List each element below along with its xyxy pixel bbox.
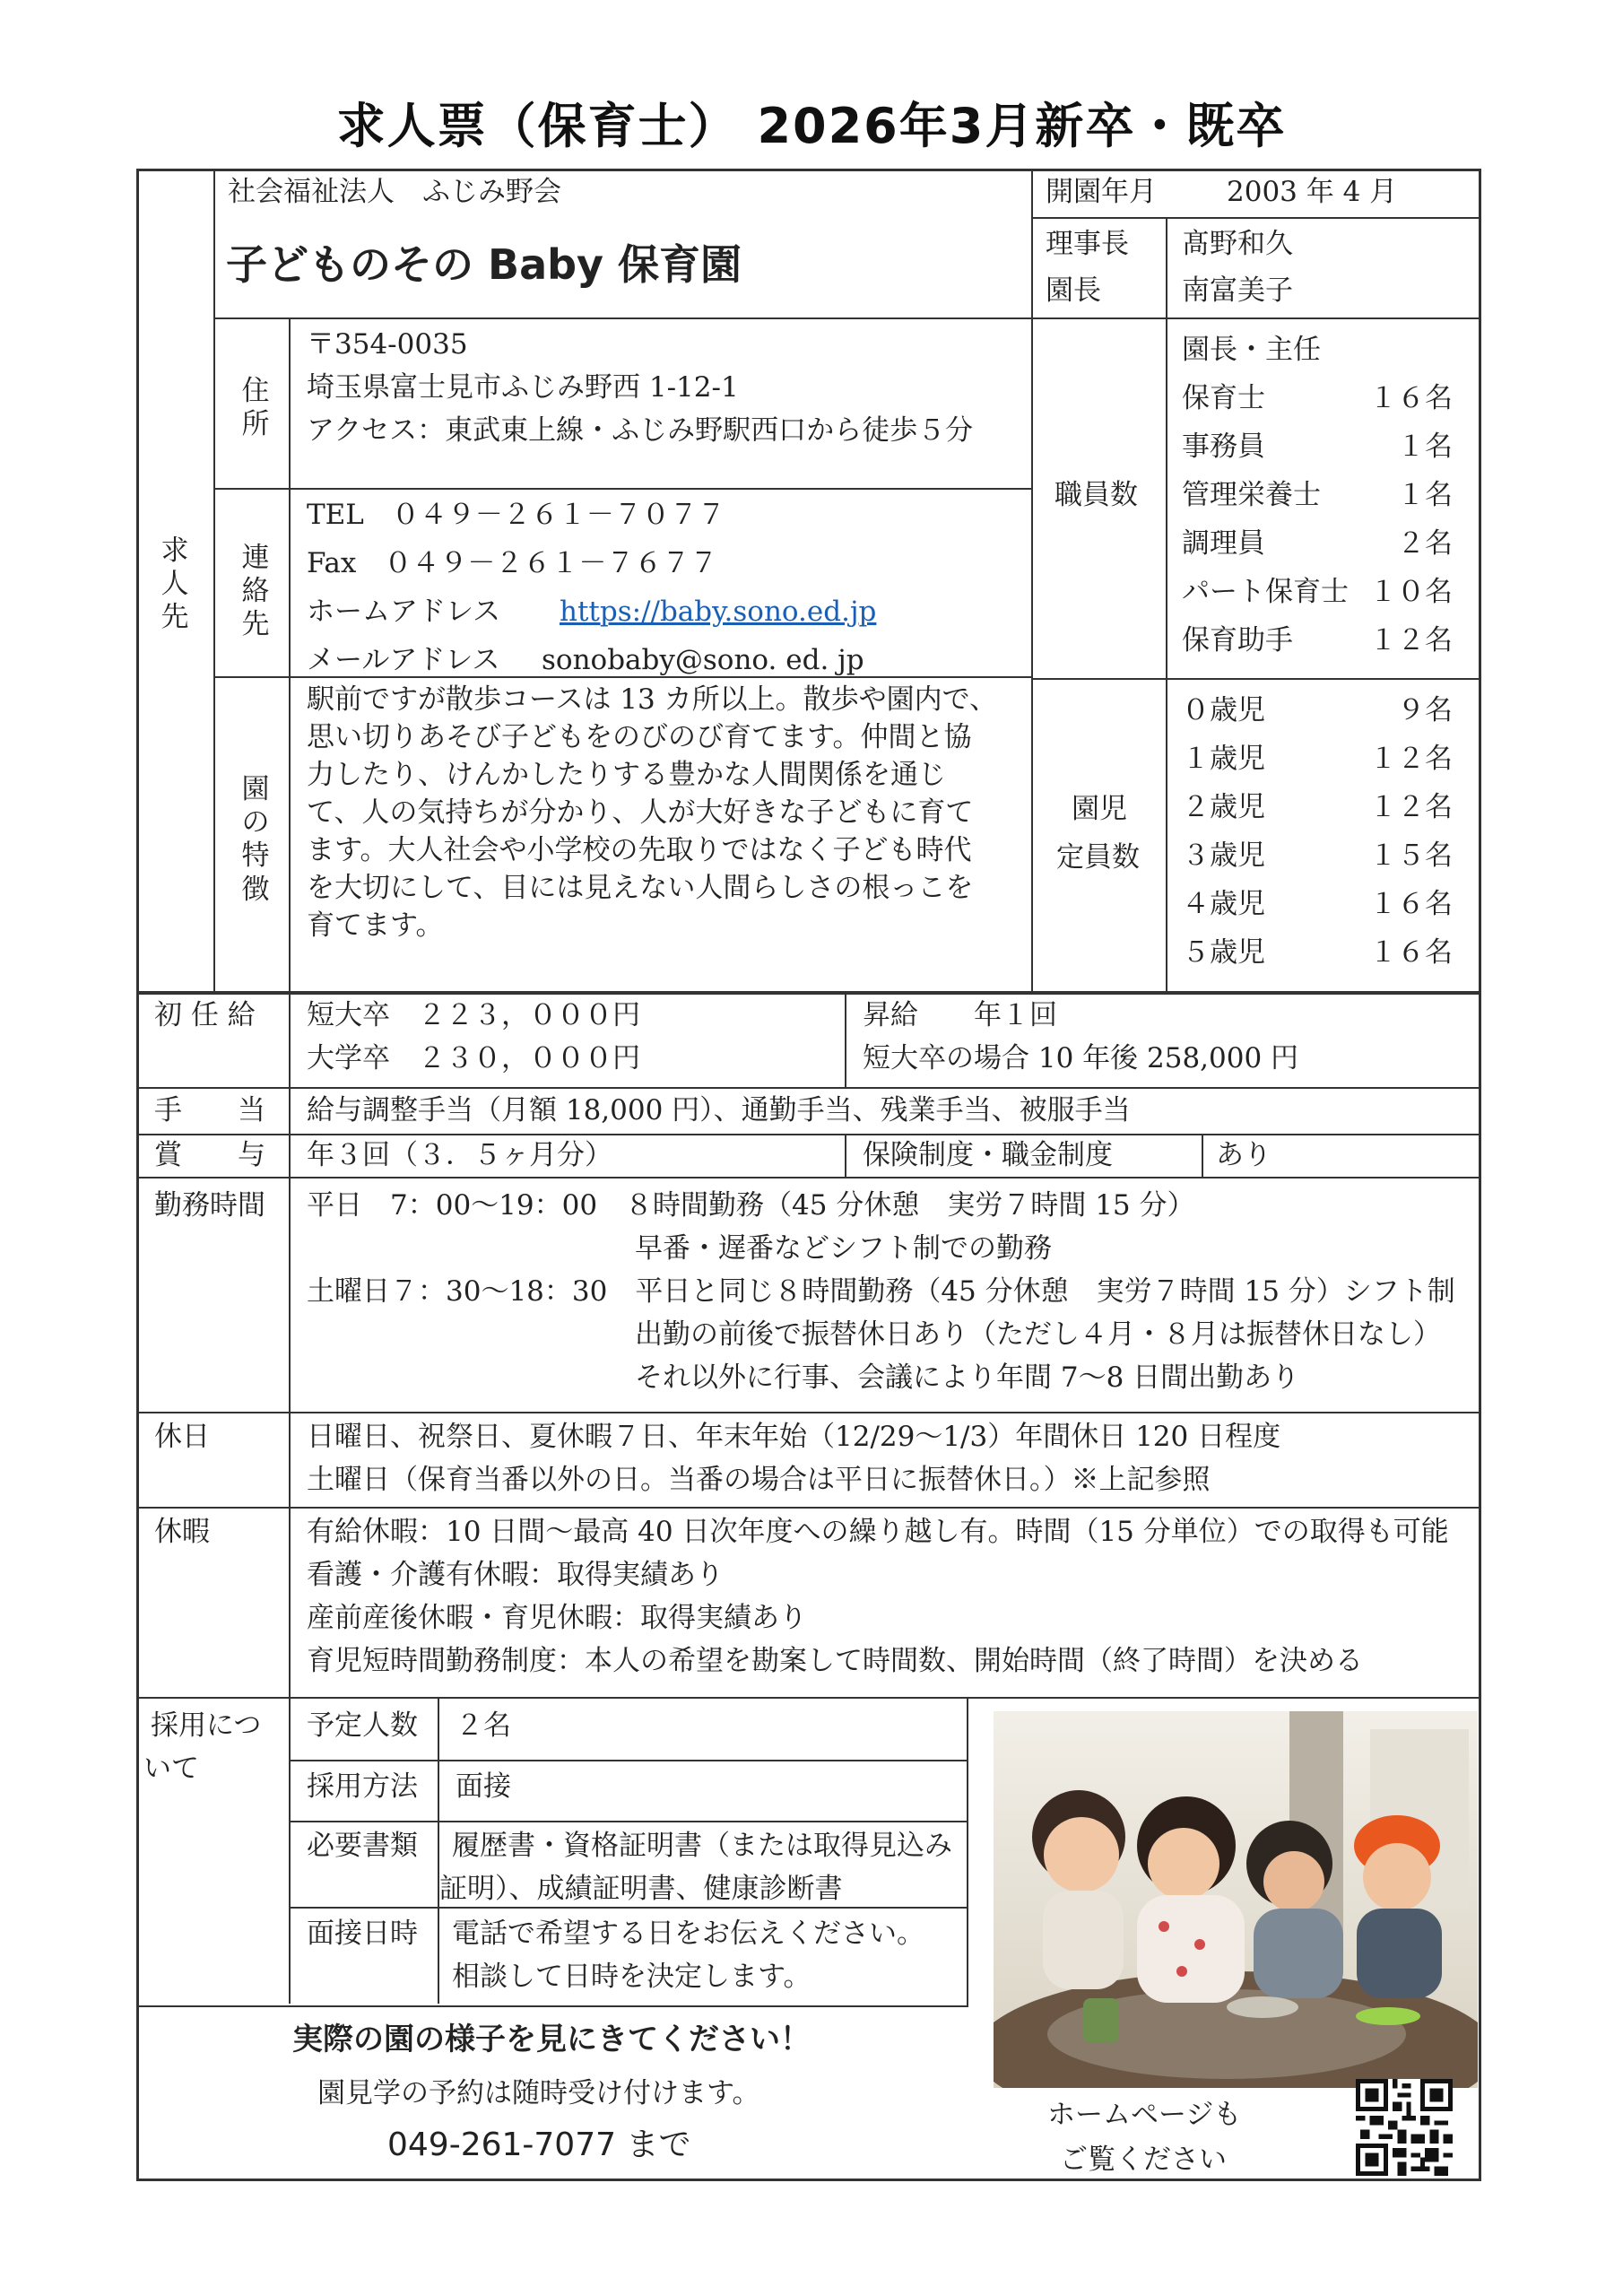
raise-example: 短大卒の場合 10 年後 258,000 円: [863, 1042, 1299, 1074]
docs-line: 履歴書・資格証明書（または取得見込み: [452, 1830, 952, 1862]
qr-code-icon[interactable]: [1356, 2079, 1453, 2176]
org-type: 社会福祉法人 ふじみ野会: [228, 176, 561, 208]
capacity-count: １６名: [1369, 936, 1453, 969]
contact-label: 連絡先: [241, 542, 270, 641]
bonus-label: 賞 与: [154, 1139, 265, 1171]
address-line: 埼玉県富士見市ふじみ野西 1-12-1: [307, 371, 739, 404]
docs-line: 証明）、成績証明書、健康診断書: [439, 1873, 843, 1905]
tel-number: TEL ０４９－２６１－７０７７: [307, 499, 725, 531]
homepage-note-line: ホームページも: [1047, 2099, 1242, 2131]
staff-count: １名: [1397, 479, 1453, 511]
children-playing-photo: [994, 1711, 1478, 2088]
hours-line: 早番・遅番などシフト制での勤務: [635, 1232, 1052, 1265]
visit-sub: 園見学の予約は随時受け付けます。: [317, 2077, 760, 2109]
capacity-count: １６名: [1369, 888, 1453, 920]
org-name: 子どものその Baby 保育園: [226, 240, 742, 289]
feature-line: 力したり、けんかしたりする豊かな人間関係を通じ: [307, 759, 946, 791]
feature-line: 駅前ですが散歩コースは 13 カ所以上。散歩や園内で、: [307, 683, 997, 716]
capacity-label-2: 定員数: [1056, 841, 1140, 874]
staff-role: 調理員: [1182, 527, 1265, 560]
interview-line: 相談して日時を決定します。: [452, 1961, 812, 1993]
staff-count: １０名: [1369, 576, 1453, 608]
address-label: 住所: [241, 375, 270, 441]
hours-line: 出勤の前後で振替休日あり（ただし４月・８月は振替休日なし）: [635, 1318, 1441, 1351]
hiring-label-2: いて: [143, 1752, 199, 1785]
insurance-value: あり: [1216, 1139, 1271, 1171]
staff-role: 管理栄養士: [1182, 479, 1321, 511]
staff-role: 保育士: [1182, 382, 1265, 414]
salary-junior: 短大卒 ２２３，０００円: [307, 999, 640, 1031]
capacity-age: １歳児: [1182, 743, 1265, 775]
leave-line: 有給休暇：10 日間～最高 40 日次年度への繰り越し有。時間（15 分単位）での取得も可能: [307, 1516, 1449, 1548]
founded-value: 2003 年 4 月: [1227, 176, 1398, 208]
feature-line: て、人の気持ちが分かり、人が大好きな子どもに育て: [307, 796, 974, 829]
planned-value: ２名: [456, 1709, 511, 1742]
staff-count: １２名: [1369, 624, 1453, 657]
capacity-age: ５歳児: [1182, 936, 1265, 969]
homepage-link[interactable]: https://baby.sono.ed.jp: [560, 596, 877, 628]
leave-line: 産前産後休暇・育児休暇：取得実績あり: [307, 1602, 807, 1634]
capacity-label-1: 園児: [1072, 793, 1127, 825]
chairman-label: 理事長: [1046, 228, 1129, 260]
staff-role: パート保育士: [1182, 576, 1349, 608]
staff-role: 保育助手: [1182, 624, 1293, 657]
staff-count: ２名: [1397, 527, 1453, 560]
director-label: 園長: [1046, 274, 1101, 307]
docs-label: 必要書類: [307, 1830, 418, 1862]
leave-line: 育児短時間勤務制度：本人の希望を勘案して時間数、開始時間（終了時間）を決める: [307, 1645, 1363, 1677]
page-title: 求人票（保育士） 2026年3月新卒・既卒: [336, 98, 1287, 154]
mail-label: メールアドレス: [307, 644, 500, 676]
allowance-label: 手 当: [154, 1094, 265, 1126]
hours-label: 勤務時間: [154, 1189, 265, 1222]
homepage-label: ホームアドレス: [307, 596, 501, 628]
holidays-label: 休日: [154, 1421, 210, 1453]
fax-number: Fax ０４９－２６１－７６７７: [307, 547, 718, 579]
holidays-line: 日曜日、祝祭日、夏休暇７日、年末年始（12/29～1/3）年間休日 120 日程度: [307, 1421, 1281, 1453]
hours-line: それ以外に行事、会議により年間 7～8 日間出勤あり: [635, 1361, 1300, 1394]
capacity-age: ２歳児: [1182, 791, 1265, 823]
feature-line: ます。大人社会や小学校の先取りではなく子ども時代: [307, 834, 972, 866]
homepage-note-line: ご覧ください: [1060, 2144, 1227, 2176]
founded-label: 開園年月: [1046, 176, 1157, 208]
visit-headline: 実際の園の様子を見にきてください！: [292, 2022, 811, 2057]
visit-phone: 049-261-7077 まで: [387, 2126, 691, 2163]
feature-line: 思い切りあそび子どもをのびのび育てます。仲間と協: [307, 721, 972, 753]
director-name: 南富美子: [1182, 274, 1293, 307]
raise-label: 昇給 年１回: [863, 999, 1057, 1031]
capacity-age: ４歳児: [1182, 888, 1265, 920]
features-label: 園の特徴: [241, 773, 270, 906]
access-info: アクセス：東武東上線・ふじみ野駅西口から徒歩５分: [307, 414, 974, 447]
postal-code: 〒354-0035: [307, 328, 468, 361]
insurance-label: 保険制度・職金制度: [863, 1139, 1113, 1171]
feature-line: 育てます。: [307, 909, 444, 942]
interview-label: 面接日時: [307, 1918, 418, 1950]
allowance-value: 給与調整手当（月額 18,000 円）、通勤手当、残業手当、被服手当: [307, 1094, 1131, 1126]
leave-line: 看護・介護有休暇：取得実績あり: [307, 1559, 724, 1591]
mail-address: sonobaby@sono. ed. jp: [542, 644, 864, 676]
salary-label: 初 任 給: [154, 999, 256, 1031]
method-value: 面接: [456, 1770, 511, 1803]
staff-role: 事務員: [1182, 430, 1265, 463]
bonus-value: 年３回（３．５ヶ月分）: [307, 1139, 612, 1171]
staff-count: １６名: [1369, 382, 1453, 414]
staff-count: １名: [1397, 430, 1453, 463]
chairman-name: 髙野和久: [1182, 228, 1293, 260]
hiring-label-1: 採用につ: [151, 1709, 262, 1742]
capacity-age: ３歳児: [1182, 839, 1265, 872]
recruiter-side-label: 求人先: [161, 535, 189, 634]
hours-line: 平日 7：00～19：00 ８時間勤務（45 分休憩 実労７時間 15 分）: [307, 1189, 1195, 1222]
interview-line: 電話で希望する日をお伝えください。: [452, 1918, 924, 1950]
capacity-count: ９名: [1397, 694, 1453, 726]
salary-univ: 大学卒 ２３０，０００円: [307, 1042, 640, 1074]
staff-label: 職員数: [1055, 479, 1138, 511]
planned-label: 予定人数: [307, 1709, 418, 1742]
feature-line: を大切にして、目には見えない人間らしさの根っこを: [307, 872, 974, 904]
capacity-count: １２名: [1369, 743, 1453, 775]
capacity-age: ０歳児: [1182, 694, 1265, 726]
capacity-count: １２名: [1369, 791, 1453, 823]
capacity-count: １５名: [1369, 839, 1453, 872]
holidays-line: 土曜日（保育当番以外の日。当番の場合は平日に振替休日。）※上記参照: [307, 1464, 1211, 1496]
staff-role: 園長・主任: [1182, 334, 1321, 366]
method-label: 採用方法: [307, 1770, 418, 1803]
hours-line: 土曜日７：30～18：30 平日と同じ８時間勤務（45 分休憩 実労７時間 15 分）シフト制: [307, 1275, 1455, 1308]
leave-label: 休暇: [154, 1516, 210, 1548]
